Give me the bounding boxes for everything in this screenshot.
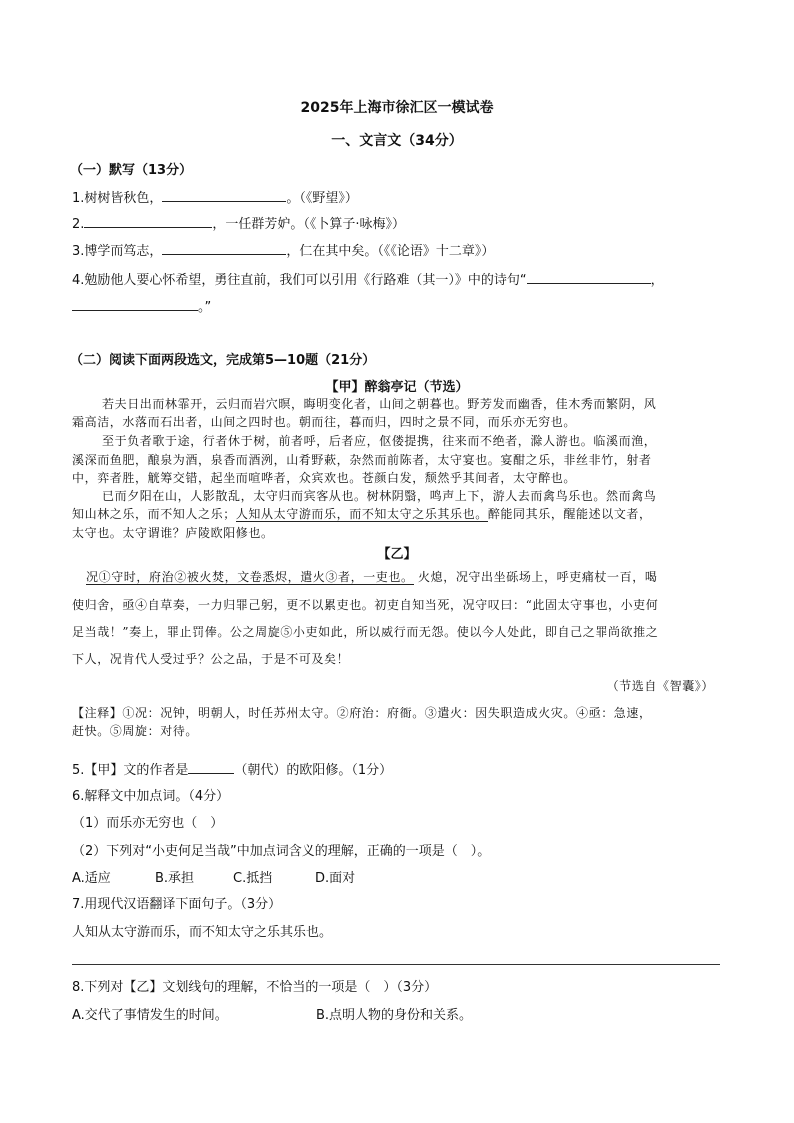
jia-line-7-pre: 知山林之乐，而不知人之乐； — [72, 507, 236, 521]
answer-divider — [72, 964, 720, 965]
q6-option-d[interactable]: D.面对 — [315, 871, 356, 886]
q2-suffix: ，一任群芳妒。（《卜算子·咏梅》） — [212, 217, 406, 232]
question-4-line2 — [72, 296, 211, 315]
q3-suffix: ，仁在其中矣。（《《论语》十二章》） — [286, 244, 495, 259]
yi-line-1-post: 火熄，况守出坐砾场上，呼吏痛杖一百，喝 — [418, 570, 658, 584]
q4-middle: ， — [650, 273, 664, 288]
q5-prefix: 5.【甲】文的作者是 — [72, 763, 189, 778]
q4-answer-blank-1[interactable] — [527, 270, 651, 284]
question-2 — [72, 213, 405, 232]
notes-line-2: 赶快。⑤周旋：对待。 — [72, 724, 199, 738]
question-8: 8.下列对【乙】文划线句的理解，不恰当的一项是（ ）（3分） — [72, 980, 438, 995]
passage-yi-title: 【乙】 — [377, 547, 417, 562]
question-6-2: （2）下列对“小吏何足当哉”中加点词含义的理解，正确的一项是（ ）。 — [72, 844, 491, 859]
section-title: 一、文言文（34分） — [331, 133, 463, 149]
passage-jia-title: 【甲】醉翁亭记（节选） — [325, 380, 469, 395]
question-7-sentence: 人知从太守游而乐，而不知太守之乐其乐也。 — [72, 925, 333, 940]
exam-title: 2025年上海市徐汇区一模试卷 — [300, 100, 494, 116]
question-6: 6.解释文中加点词。（4分） — [72, 789, 230, 804]
q8-option-b[interactable]: B.点明人物的身份和关系。 — [316, 1008, 473, 1023]
question-6-1: （1）而乐亦无穷也（ ） — [72, 816, 224, 831]
question-1 — [72, 187, 358, 206]
q4-prefix: 4.勉励他人要心怀希望，勇往直前，我们可以引用《行路难（其一）》中的诗句“ — [72, 273, 527, 288]
jia-line-7-post: 醉能同其乐，醒能述以文者， — [487, 507, 652, 521]
jia-line-4: 溪深而鱼肥，酿泉为酒，泉香而酒洌，山肴野蔌，杂然而前陈者，太守宴也。宴酣之乐，非丝非竹，射者 — [72, 453, 652, 467]
jia-underlined-sentence: 人知从太守游而乐，而不知太守之乐其乐也。 — [235, 507, 488, 521]
q3-answer-blank[interactable] — [162, 241, 286, 255]
jia-line-5: 中，弈者胜，觥筹交错，起坐而喧哗者，众宾欢也。苍颜白发，颓然乎其间者，太守醉也。 — [72, 471, 577, 485]
q5-answer-blank[interactable] — [188, 760, 234, 774]
jia-line-8: 太守也。太守谓谁？庐陵欧阳修也。 — [72, 526, 274, 540]
passage-source: （节选自《智囊》） — [606, 679, 714, 693]
q4-suffix: 。” — [198, 300, 212, 315]
q5-suffix: （朝代）的欧阳修。（1分） — [234, 763, 393, 778]
q6-option-a[interactable]: A.适应 — [72, 871, 111, 886]
jia-line-1: 若夫日出而林霏开，云归而岩穴暝，晦明变化者，山间之朝暮也。野芳发而幽香，佳木秀而繁阴，风 — [102, 397, 657, 411]
q8-option-a[interactable]: A.交代了事情发生的时间。 — [72, 1008, 228, 1023]
yi-underlined-sentence: 况①守时，府治②被火焚，文卷悉烬，遣火③者，一吏也。 — [86, 570, 414, 584]
q4-answer-blank-2[interactable] — [72, 297, 198, 311]
yi-line-2: 使归舍，亟④自草奏，一力归罪己躬，更不以累吏也。初吏自知当死，况守叹曰：“此固太守事也，小吏何 — [72, 598, 659, 612]
notes-line-1: 【注释】①况：况钟，明朝人，时任苏州太守。②府治：府衙。③遣火：因失职造成火灾。④亟：急速， — [72, 706, 652, 720]
yi-line-1 — [86, 568, 657, 585]
yi-line-4: 下人，况肯代人受过乎？公之品，于是不可及矣！ — [72, 652, 350, 666]
question-4 — [72, 269, 664, 288]
question-7: 7.用现代汉语翻译下面句子。（3分） — [72, 897, 282, 912]
q6-option-b[interactable]: B.承担 — [155, 871, 195, 886]
part2-heading: （二）阅读下面两段选文，完成第5—10题（21分） — [70, 353, 376, 368]
q1-suffix: 。（《野望》） — [286, 191, 358, 206]
part1-heading: （一）默写（13分） — [70, 163, 193, 178]
q6-option-c[interactable]: C.抵挡 — [233, 871, 273, 886]
question-3 — [72, 240, 494, 259]
jia-line-3: 至于负者歌于途，行者休于树，前者呼，后者应，伛偻提携，往来而不绝者，滁人游也。临溪而渔， — [102, 434, 657, 448]
jia-line-2: 霜高洁，水落而石出者，山间之四时也。朝而往，暮而归，四时之景不同，而乐亦无穷也。 — [72, 415, 577, 429]
q1-prefix: 1.树树皆秋色， — [72, 191, 163, 206]
yi-line-3: 足当哉！”奏上，罪止罚俸。公之周旋⑤小吏如此，所以威行而无怨。使以今人处此，即自己之罪尚欲推之 — [72, 625, 659, 639]
question-5 — [72, 759, 392, 778]
jia-line-6: 已而夕阳在山，人影散乱，太守归而宾客从也。树林阴翳，鸣声上下，游人去而禽鸟乐也。然而禽鸟 — [102, 489, 657, 503]
q1-answer-blank[interactable] — [162, 188, 286, 202]
jia-line-7 — [72, 505, 652, 522]
q3-prefix: 3.博学而笃志， — [72, 244, 163, 259]
q2-prefix: 2. — [72, 217, 85, 232]
q2-answer-blank[interactable] — [84, 214, 212, 228]
